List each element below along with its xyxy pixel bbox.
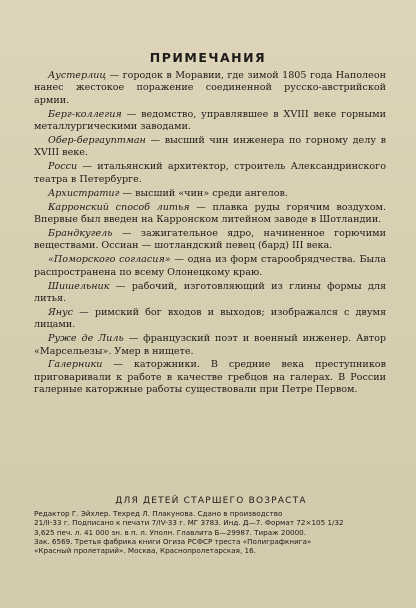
note-term: Янус [48,306,74,318]
note-term: Берг-коллегия [48,108,122,120]
note-definition: — высший «чин» среди ангелов. [119,187,288,199]
note-definition: — плавка руды горячим воздухом. Впервые был введен на Карронском литейном заводе в Шотландии. [34,201,386,225]
note-term: Обер-бергауптман [48,135,146,147]
note-term: Руже де Лиль [48,333,124,345]
note-definition: — итальянский архитектор, строитель Александринского театра в Петербурге. [34,161,386,185]
imprint-line: Редактор Г. Эйхлер. Техред Л. Плакунова. Сдано в производство [34,509,283,518]
imprint-line: 3,625 печ. л. 41 000 зн. в п. л. Уполн. Главлита Б—29987. Тираж 20000. [34,527,307,537]
note-definition: — каторжники. В средние века преступников приговаривали к работе в качестве гребцов на галерах. В России галерные каторжные работы существовали при Петре Первом. [34,359,386,396]
note-definition: — рабочий, изготовляющий из глины формы для литья. [34,280,386,304]
note-entry [34,161,386,186]
note-definition: — одна из форм старообрядчества. Была распространена по всему Олонецкому краю. [34,254,386,278]
note-entry [34,307,386,332]
note-term: Галерники [48,359,103,371]
note-term: Брандкугель [48,227,113,239]
note-definition: — французский поэт и военный инженер. Автор «Марсельезы». Умер в нищете. [34,333,386,357]
note-entry [34,281,386,306]
note-entry [34,254,386,279]
imprint-line: «Красный пролетарий». Москва, Краснопролетарская, 16. [34,546,256,556]
page-title: ПРИМЕЧАНИЯ [149,50,267,65]
note-term: «Поморского согласия» [48,254,171,266]
note-term: Росси [48,161,78,173]
note-term: Карронский способ литья [48,201,190,213]
audience-label: ДЛЯ ДЕТЕЙ СТАРШЕГО ВОЗРАСТА [115,496,307,506]
imprint-block [34,496,388,555]
note-definition: — городок в Моравии, где зимой 1805 года Наполеон нанес жестокое поражение соединенной русско-австрийской армии. [34,70,386,106]
note-entry [34,359,386,396]
notes-list [34,70,386,398]
note-entry [34,202,386,227]
note-term: Аустерлиц [48,70,107,81]
note-definition: — высший чин инженера по горному делу в XVIII веке. [34,135,386,159]
note-term: Архистратиг [48,187,120,199]
note-entry [34,188,386,200]
note-entry [34,228,386,253]
note-entry [34,109,386,134]
note-term: Шишельник [48,280,110,292]
note-definition: — зажигательное ядро, начиненное горючими веществами. Оссиан — шотландский певец (бард) III века. [34,227,386,252]
note-entry [34,135,386,160]
note-definition: — ведомство, управлявшее в XVIII веке горными металлургическими заводами. [34,108,386,133]
note-definition: — римский бог входов и выходов; изображался с двумя лицами. [34,306,386,331]
note-entry [34,333,386,358]
note-entry [34,70,386,107]
imprint-line: 21/II-33 г. Подписано к печати 7/IV-33 г. МГ 3783. Инд. Д—7. Формат 72×105 1/32 [34,518,344,528]
imprint-line: Зак. 6569. Третья фабрика книги Огиза РСФСР треста «Полиграфкнига» [34,536,312,546]
